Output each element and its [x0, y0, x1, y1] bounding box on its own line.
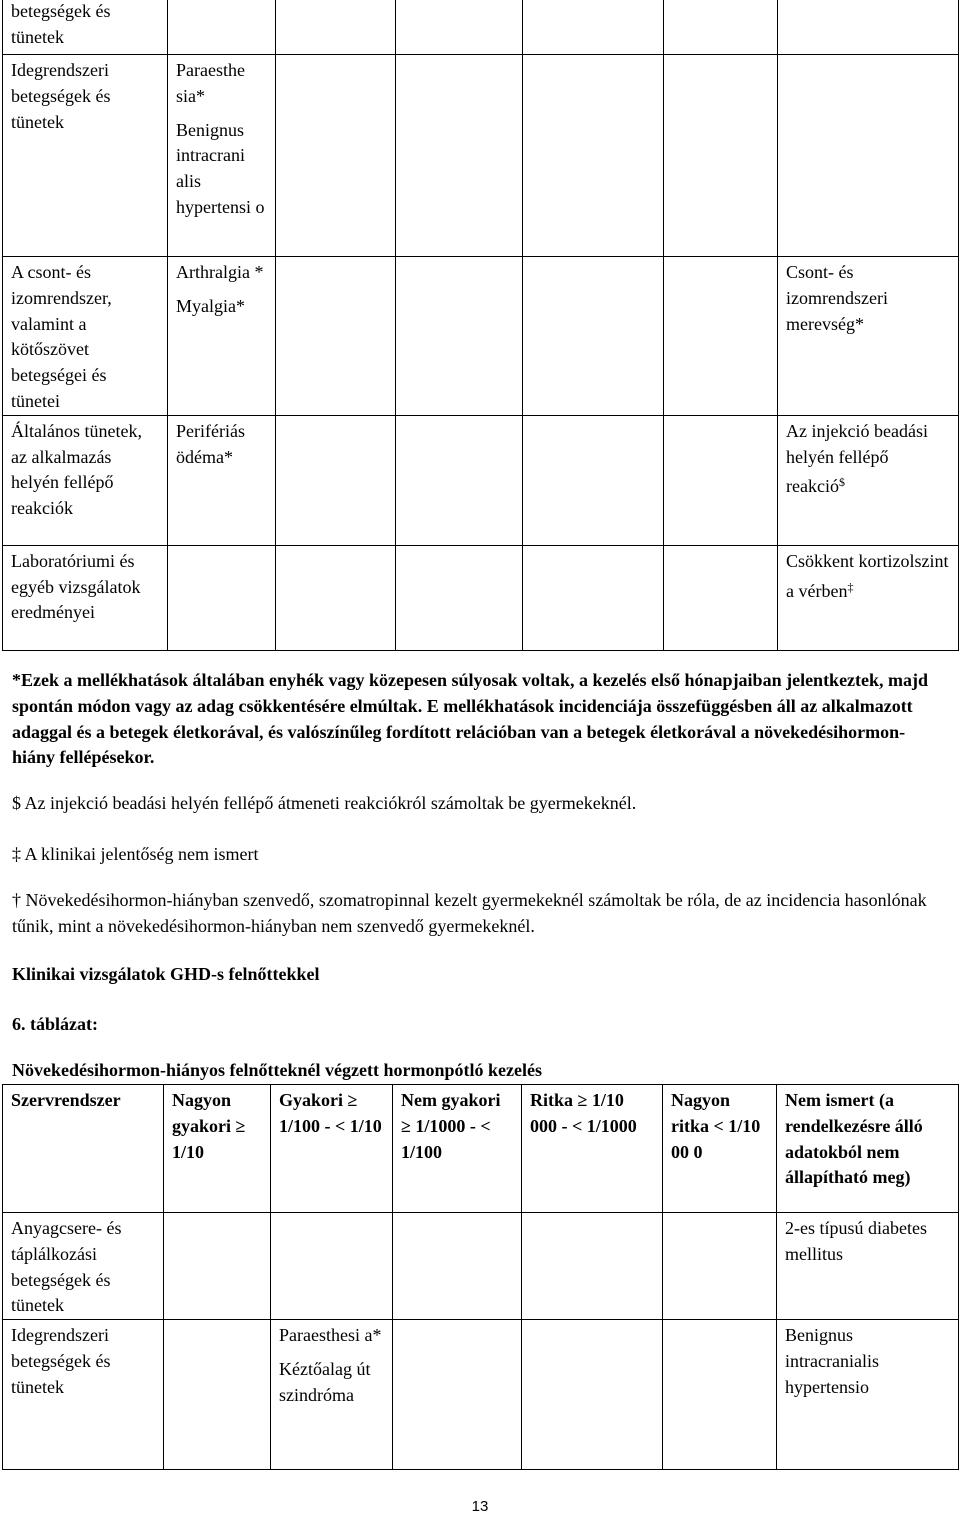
table-row: [3, 0, 959, 55]
cell: [276, 415, 396, 545]
reaction-label: Arthralgia *: [176, 262, 264, 282]
table-title: Növekedésihormon-hiányos felnőtteknél végzett hormonpótló kezelés: [12, 1060, 542, 1080]
cell: [664, 257, 778, 416]
header-nagyon-gyakori: Nagyon gyakori ≥ 1/10: [164, 1085, 271, 1213]
reaction-label: Benignus intracrani alis hypertensi o: [176, 119, 265, 217]
footnote-marker: ‡: [847, 579, 854, 594]
table-row: [3, 1213, 959, 1320]
cell: [664, 545, 778, 650]
cell: [393, 1320, 522, 1470]
footnote-double-dagger: ‡ A klinikai jelentőség nem ismert: [12, 844, 259, 864]
reaction-label: Paraesthe sia*: [176, 60, 245, 106]
section-heading: Klinikai vizsgálatok GHD-s felnőttekkel: [12, 964, 320, 984]
cell: [396, 415, 523, 545]
nem-ismert-cell: [778, 545, 959, 650]
organ-cell: [3, 545, 168, 650]
cell: [396, 55, 523, 257]
organ-label: Idegrendszeri betegségek és tünetek: [11, 1325, 111, 1397]
cell: [664, 415, 778, 545]
reaction-label: [786, 549, 950, 605]
table-row: [3, 1320, 959, 1470]
footnote-dollar: $ Az injekció beadási helyén fellépő átmeneti reakciókról számoltak be gyermekeknél.: [12, 793, 637, 813]
cell: [396, 257, 523, 416]
reaction-label: Csont- és izomrendszeri merevség*: [786, 262, 888, 334]
organ-cell: [3, 55, 168, 257]
cell: [778, 55, 959, 257]
gyakori-cell: [271, 1320, 393, 1470]
header-ritka: Ritka ≥ 1/10 000 - < 1/1000: [522, 1085, 663, 1213]
cell: [168, 545, 276, 650]
cell: [396, 0, 523, 55]
nem-ismert-cell: [777, 1320, 959, 1470]
reaction-label: Kéztőalag út szindróma: [279, 1358, 371, 1405]
cell: [778, 0, 959, 55]
organ-cell: [3, 0, 168, 55]
cell: [396, 545, 523, 650]
cell: [664, 0, 778, 55]
cell: [164, 1213, 271, 1320]
organ-cell: [3, 1213, 164, 1320]
header-szervrendszer: Szervrendszer: [3, 1085, 164, 1213]
cell: [168, 0, 276, 55]
organ-label: Általános tünetek, az alkalmazás helyén fellépő reakciók: [11, 420, 142, 519]
cell: [523, 0, 664, 55]
reaction-label: [786, 419, 950, 500]
cell: [523, 545, 664, 650]
organ-label: A csont- és izomrendszer, valamint a kötőszövet betegségei és tünetei: [11, 262, 112, 411]
cell: [276, 0, 396, 55]
organ-cell: [3, 257, 168, 416]
cell: [276, 55, 396, 257]
cell: [164, 1320, 271, 1470]
table-label: 6. táblázat:: [12, 1014, 98, 1034]
table-row: [3, 415, 959, 545]
reaction-label: 2-es típusú diabetes mellitus: [785, 1218, 927, 1264]
reaction-label: Myalgia*: [176, 295, 245, 316]
cell: [663, 1320, 777, 1470]
header-nem-gyakori: Nem gyakori ≥ 1/1000 - < 1/100: [393, 1085, 522, 1213]
table-row: [3, 55, 959, 257]
gyakori-cell: [168, 55, 276, 257]
nem-ismert-cell: [778, 415, 959, 545]
table-row: [3, 257, 959, 416]
footnote-dagger: † Növekedésihormon-hiányban szenvedő, szomatropinnal kezelt gyermekeknél számoltak be róla, de az incidencia hasonlónak tűnik, mint a növekedésihormon-hiányban nem szenvedő gyermekeknél.: [12, 890, 927, 936]
cell: [271, 1213, 393, 1320]
reaction-label: Paraesthesi a*: [279, 1325, 382, 1346]
cell: [393, 1213, 522, 1320]
cell: [276, 257, 396, 416]
cell: [523, 415, 664, 545]
header-gyakori: Gyakori ≥ 1/100 - < 1/10: [271, 1085, 393, 1213]
organ-label: betegségek és tünetek: [11, 1, 111, 47]
organ-label: Laboratóriumi és egyéb vizsgálatok eredményei: [11, 550, 141, 623]
header-row: [3, 1085, 959, 1213]
reaction-text: Csökkent kortizolszint a vérben: [786, 550, 949, 601]
cell: [663, 1213, 777, 1320]
header-nem-ismert: Nem ismert (a rendelkezésre álló adatokból nem állapítható meg): [777, 1085, 959, 1213]
organ-cell: [3, 1320, 164, 1470]
nem-ismert-cell: [778, 257, 959, 416]
cell: [523, 257, 664, 416]
organ-cell: [3, 415, 168, 545]
reaction-text: Az injekció beadási helyén fellépő reakció: [786, 420, 928, 497]
cell: [522, 1320, 663, 1470]
table-row: [3, 545, 959, 650]
footnote-marker: $: [838, 475, 845, 490]
nem-ismert-cell: [777, 1213, 959, 1320]
cell: [523, 55, 664, 257]
header-nagyon-ritka: Nagyon ritka < 1/10 00 0: [663, 1085, 777, 1213]
cell: [276, 545, 396, 650]
cell: [522, 1213, 663, 1320]
gyakori-cell: [168, 257, 276, 416]
adult-ghd-adverse-reactions-table: [2, 1084, 959, 1470]
cell: [664, 55, 778, 257]
reaction-label: Perifériás ödéma*: [176, 420, 245, 467]
organ-label: Anyagcsere- és táplálkozási betegségek és tünetek: [11, 1218, 122, 1316]
organ-label: Idegrendszeri betegségek és tünetek: [11, 60, 111, 132]
gyakori-cell: [168, 415, 276, 545]
reaction-label: Benignus intracranialis hypertensio: [785, 1325, 879, 1397]
page-number: 13: [471, 1498, 489, 1515]
adverse-reactions-table-continued: [2, 0, 959, 651]
footnote-general: *Ezek a mellékhatások általában enyhék vagy közepesen súlyosak voltak, a kezelés első hónapjaiban jelentkeztek, majd spontán módon vagy az adag csökkentésére elmúltak. E mellékhatások incidenciája összefüggésben áll az alkalmazott adaggal és a betegek életkorával, és valószínűleg fordított relációban van a betegek életkorával a növekedésihormon-hiány fellépésekor.: [12, 670, 929, 768]
